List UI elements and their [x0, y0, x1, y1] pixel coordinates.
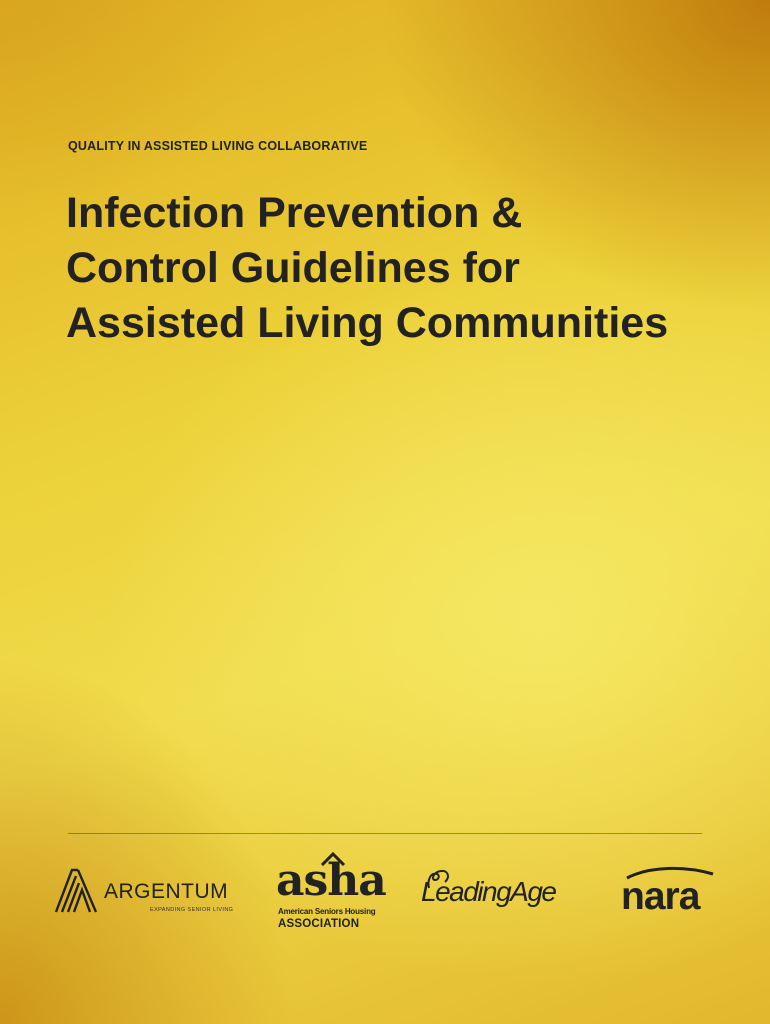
argentum-logo — [54, 866, 234, 916]
asha-association: ASSOCIATION — [278, 918, 360, 930]
asha-subtitle: American Seniors Housing — [278, 907, 376, 916]
document-title — [66, 186, 726, 351]
leadingage-wordmark: LeadingAge — [421, 876, 556, 907]
house-roof-icon — [320, 852, 346, 866]
argentum-name: ARGENTUM — [104, 880, 229, 903]
leadingage-logo — [419, 868, 579, 918]
title-line-1: Infection Prevention & — [66, 189, 523, 237]
nara-wordmark: nara — [621, 875, 700, 918]
asha-wordmark: asha — [276, 855, 386, 906]
asha-logo — [276, 850, 386, 934]
title-line-3: Assisted Living Communities — [66, 299, 669, 347]
divider-line — [68, 833, 702, 834]
title-line-2: Control Guidelines for — [66, 244, 520, 292]
collaborative-label: QUALITY IN ASSISTED LIVING COLLABORATIVE — [68, 139, 368, 153]
argentum-stripes-icon — [54, 866, 100, 914]
nara-logo — [621, 866, 721, 922]
argentum-tagline: EXPANDING SENIOR LIVING — [150, 907, 234, 913]
